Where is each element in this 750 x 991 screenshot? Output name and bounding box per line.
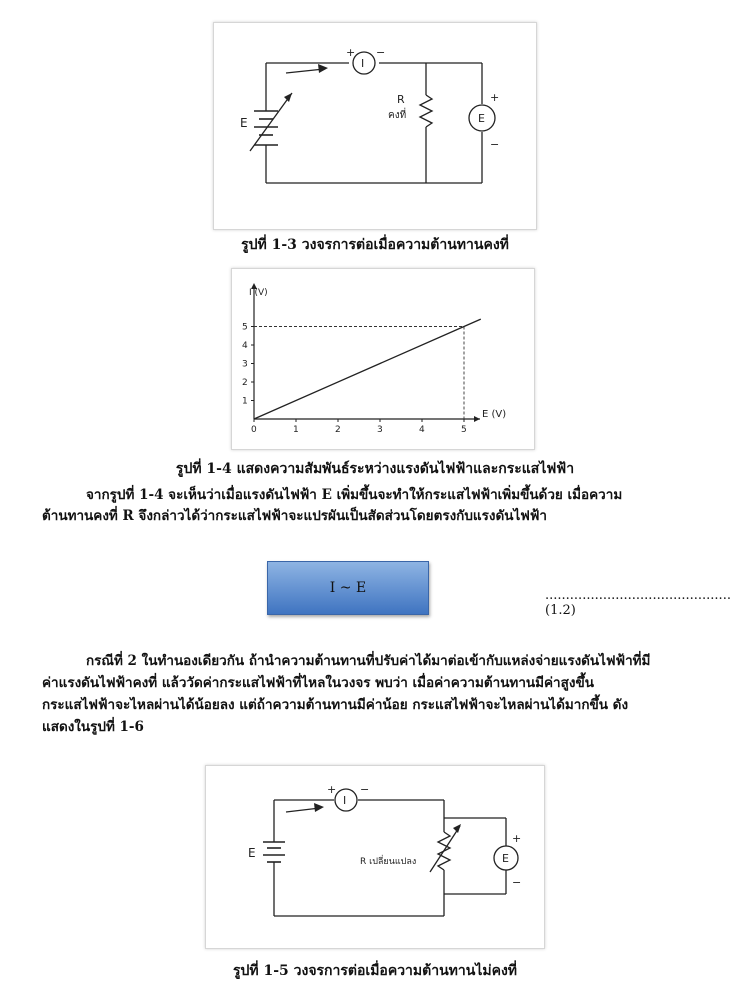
ammeter-plus-label: + (346, 46, 356, 59)
figure-1-3 (213, 22, 537, 230)
resistor-note: คงที่ (388, 110, 407, 121)
resistor-label: R เปลี่ยนแปลง (360, 857, 417, 867)
figure-1-3-caption: รูปที่ 1-3 วงจรการต่อเมื่อความต้านทานคงที่ (241, 237, 509, 253)
voltmeter-minus-label: − (512, 876, 522, 889)
y-tick-label: 4 (242, 341, 248, 351)
y-tick-label: 2 (242, 378, 248, 388)
paragraph-2-line-2: ค่าแรงดันไฟฟ้าคงที่ แล้ววัดค่ากระแสไฟฟ้าที่ไหลในวงจร พบว่า เมื่อค่าความต้านทานมีค่าสูงขึ้น (42, 675, 594, 691)
figure-1-5 (205, 765, 545, 949)
figure-1-4-caption: รูปที่ 1-4 แสดงความสัมพันธ์ระหว่างแรงดันไฟฟ้าและกระแสไฟฟ้า (175, 461, 575, 477)
x-axis-label: E (V) (482, 409, 507, 420)
voltmeter-plus-label: + (512, 832, 522, 845)
resistor-label: R (397, 93, 405, 106)
y-tick-label: 3 (242, 359, 248, 370)
x-tick-label: 3 (377, 425, 383, 435)
y-tick-label: 5 (242, 322, 248, 333)
voltmeter-label: E (478, 112, 485, 125)
source-label: E (240, 116, 248, 130)
paragraph-1 (42, 485, 622, 527)
source-label: E (248, 846, 256, 860)
paragraph-1-line-2: ต้านทานคงที่ R จึงกล่าวได้ว่ากระแสไฟฟ้าจะแปรผันเป็นสัดส่วนโดยตรงกับแรงดันไฟฟ้า (42, 508, 547, 524)
x-tick-label: 4 (419, 425, 425, 435)
voltmeter-minus-label: − (490, 138, 500, 151)
paragraph-2 (42, 650, 650, 738)
equation-box: I ~ E (267, 561, 429, 615)
ammeter-plus-label: + (327, 783, 337, 796)
x-tick-label: 0 (251, 425, 257, 435)
iv-chart (232, 269, 534, 449)
paragraph-2-line-1: กรณีที่ 2 ในทำนองเดียวกัน ถ้านำความต้านทานที่ปรับค่าได้มาต่อเข้ากับแหล่งจ่ายแรงดันไฟฟ้าที่มี (86, 653, 651, 669)
x-tick-label: 1 (293, 425, 299, 435)
ammeter-minus-label: − (376, 46, 386, 59)
paragraph-2-line-3: กระแสไฟฟ้าจะไหลผ่านได้น้อยลง แต่ถ้าความต้านทานมีค่าน้อย กระแสไฟฟ้าจะไหลผ่านได้มากขึ้น ดัง (42, 697, 629, 713)
figure-1-5-caption: รูปที่ 1-5 วงจรการต่อเมื่อความต้านทานไม่คงที่ (232, 963, 518, 979)
equation-number: ............................................. (1.2) (545, 588, 731, 618)
y-tick-label: 1 (242, 396, 248, 407)
y-axis-label: I (V) (249, 288, 268, 298)
paragraph-2-line-4: แสดงในรูปที่ 1-6 (42, 719, 144, 735)
paragraph-1-line-1: จากรูปที่ 1-4 จะเห็นว่าเมื่อแรงดันไฟฟ้า E เพิ่มขึ้นจะทำให้กระแสไฟฟ้าเพิ่มขึ้นด้วย เมื่อความ (86, 487, 623, 503)
voltmeter-label: E (502, 852, 509, 865)
circuit-1-3 (214, 23, 536, 229)
ammeter-label: I (343, 794, 347, 807)
x-tick-label: 2 (335, 425, 341, 435)
ammeter-minus-label: − (360, 783, 370, 796)
figure-1-4 (231, 268, 535, 450)
voltmeter-plus-label: + (490, 91, 500, 104)
x-tick-label: 5 (461, 425, 467, 435)
ammeter-label: I (361, 57, 365, 70)
series-line (254, 319, 481, 419)
circuit-1-5 (206, 766, 544, 948)
